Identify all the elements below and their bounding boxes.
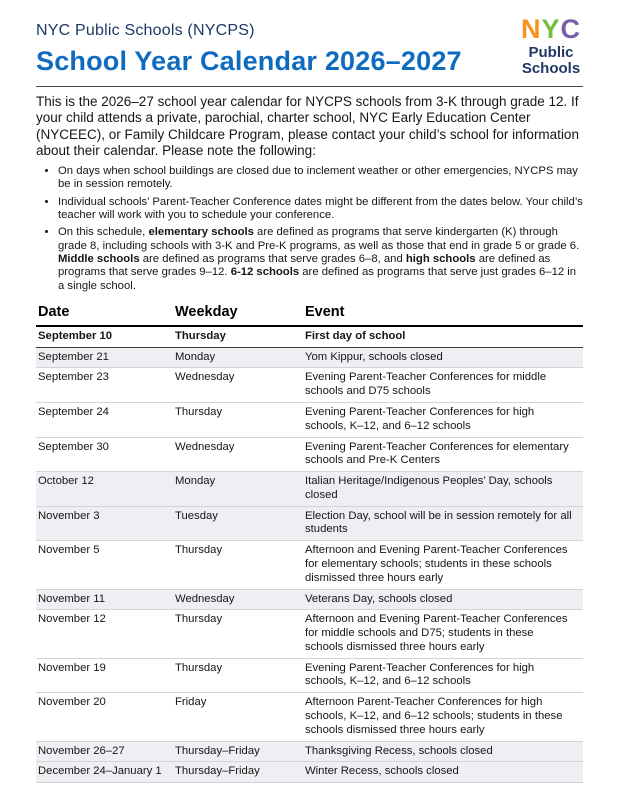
table-row xyxy=(36,326,583,347)
table-row xyxy=(36,368,583,403)
note-text-segment: Middle schools xyxy=(58,252,140,265)
event-cell: Evening Parent-Teacher Conferences for high schools, K–12, and 6–12 schools xyxy=(303,658,583,693)
note-text-segment: On days when school buildings are closed due to inclement weather or other emergencies, NYCPS may be in session remotely. xyxy=(58,164,578,191)
weekday-cell: Friday xyxy=(173,693,303,741)
date-cell: September 24 xyxy=(36,402,173,437)
column-header-date: Date xyxy=(36,301,173,326)
note-text-segment: Individual schools’ Parent-Teacher Conference dates might be different from the dates below. Your child’s teacher will work with you to schedule your conference. xyxy=(58,195,583,221)
table-row xyxy=(36,693,583,741)
intro-paragraph: This is the 2026–27 school year calendar for NYCPS schools from 3-K through grade 12. If your child attends a private, parochial, charter school, NYC Early Education Center (NYCEEC), or Family Childcare Program, please contact your child’s school for information about their calendar. Please note the following: xyxy=(36,94,579,159)
nycps-logo xyxy=(521,16,583,77)
weekday-cell: Wednesday xyxy=(173,368,303,403)
calendar-table xyxy=(36,301,583,783)
table-row xyxy=(36,472,583,507)
org-name: NYC Public Schools (NYCPS) xyxy=(36,22,255,39)
date-cell: October 12 xyxy=(36,472,173,507)
logo-letter-y: Y xyxy=(541,14,561,44)
event-cell: Afternoon Parent-Teacher Conferences for high schools, K–12, and 6–12 schools; students in these schools dismissed three hours early xyxy=(303,693,583,741)
date-cell: November 5 xyxy=(36,541,173,589)
table-header-row xyxy=(36,301,583,326)
date-cell: September 23 xyxy=(36,368,173,403)
date-cell: November 26–27 xyxy=(36,741,173,762)
note-text-segment: elementary schools xyxy=(148,226,254,239)
notes-list xyxy=(36,165,583,293)
weekday-cell: Wednesday xyxy=(173,589,303,610)
weekday-cell: Thursday xyxy=(173,402,303,437)
table-row xyxy=(36,437,583,472)
event-cell: Afternoon and Evening Parent-Teacher Conferences for elementary schools; students in these schools dismissed three hours early xyxy=(303,541,583,589)
note-text-segment: are defined as programs that serve grades 9–12. xyxy=(58,252,551,279)
event-cell: Yom Kippur, schools closed xyxy=(303,347,583,368)
event-cell: Italian Heritage/Indigenous Peoples’ Day, schools closed xyxy=(303,472,583,507)
event-cell: Winter Recess, schools closed xyxy=(303,762,583,783)
date-cell: September 30 xyxy=(36,437,173,472)
weekday-cell: Monday xyxy=(173,472,303,507)
note-text-segment: are defined as programs that serve kindergarten (K) through grade 8, including schools with 3-K and Pre-K programs, as well as those that end in grade 5 or grade 6. xyxy=(58,226,580,252)
weekday-cell: Tuesday xyxy=(173,506,303,541)
note-item xyxy=(58,196,583,223)
logo-letter-c: C xyxy=(560,14,581,44)
table-row xyxy=(36,347,583,368)
note-item xyxy=(58,226,583,293)
logo-public-label: Public xyxy=(528,44,574,61)
column-header-event: Event xyxy=(303,301,583,326)
date-cell: November 11 xyxy=(36,589,173,610)
event-cell: Veterans Day, schools closed xyxy=(303,589,583,610)
date-cell: November 20 xyxy=(36,693,173,741)
table-row xyxy=(36,541,583,589)
weekday-cell: Thursday xyxy=(173,541,303,589)
weekday-cell: Thursday xyxy=(173,326,303,347)
table-row xyxy=(36,402,583,437)
table-row xyxy=(36,506,583,541)
note-item xyxy=(58,165,583,192)
weekday-cell: Thursday–Friday xyxy=(173,762,303,783)
table-row xyxy=(36,658,583,693)
table-row xyxy=(36,589,583,610)
event-cell: Thanksgiving Recess, schools closed xyxy=(303,741,583,762)
note-text-segment: 6-12 schools xyxy=(230,266,300,279)
event-cell: Evening Parent-Teacher Conferences for elementary schools and Pre-K Centers xyxy=(303,437,583,472)
date-cell: September 10 xyxy=(36,326,173,347)
event-cell: First day of school xyxy=(303,326,583,347)
logo-nyc-letters xyxy=(521,16,581,43)
event-cell: Afternoon and Evening Parent-Teacher Conferences for middle schools and D75; students in these schools dismissed three hours early xyxy=(303,610,583,658)
date-cell: September 21 xyxy=(36,347,173,368)
note-text-segment: high schools xyxy=(405,252,476,265)
weekday-cell: Thursday xyxy=(173,610,303,658)
table-row xyxy=(36,762,583,783)
date-cell: December 24–January 1 xyxy=(36,762,173,783)
header-titles xyxy=(36,16,462,77)
table-row xyxy=(36,610,583,658)
calendar-table-body xyxy=(36,326,583,783)
logo-schools-label: Schools xyxy=(521,59,581,77)
date-cell: November 12 xyxy=(36,610,173,658)
logo-letter-n: N xyxy=(520,14,542,44)
page-title: School Year Calendar 2026–2027 xyxy=(36,46,462,76)
calendar-table-head xyxy=(36,301,583,326)
weekday-cell: Thursday xyxy=(173,658,303,693)
weekday-cell: Monday xyxy=(173,347,303,368)
note-text-segment: On this schedule, xyxy=(58,226,149,239)
header-divider xyxy=(36,86,583,87)
document-header xyxy=(36,16,583,77)
event-cell: Evening Parent-Teacher Conferences for high schools, K–12, and 6–12 schools xyxy=(303,402,583,437)
column-header-weekday: Weekday xyxy=(173,301,303,326)
event-cell: Evening Parent-Teacher Conferences for middle schools and D75 schools xyxy=(303,368,583,403)
weekday-cell: Wednesday xyxy=(173,437,303,472)
table-row xyxy=(36,741,583,762)
note-text-segment: are defined as programs that serve just grades 6–12 in a single school. xyxy=(58,266,577,292)
weekday-cell: Thursday–Friday xyxy=(173,741,303,762)
event-cell: Election Day, school will be in session remotely for all students xyxy=(303,506,583,541)
date-cell: November 19 xyxy=(36,658,173,693)
date-cell: November 3 xyxy=(36,506,173,541)
note-text-segment: are defined as programs that serve grades 6–8, and xyxy=(139,252,406,265)
